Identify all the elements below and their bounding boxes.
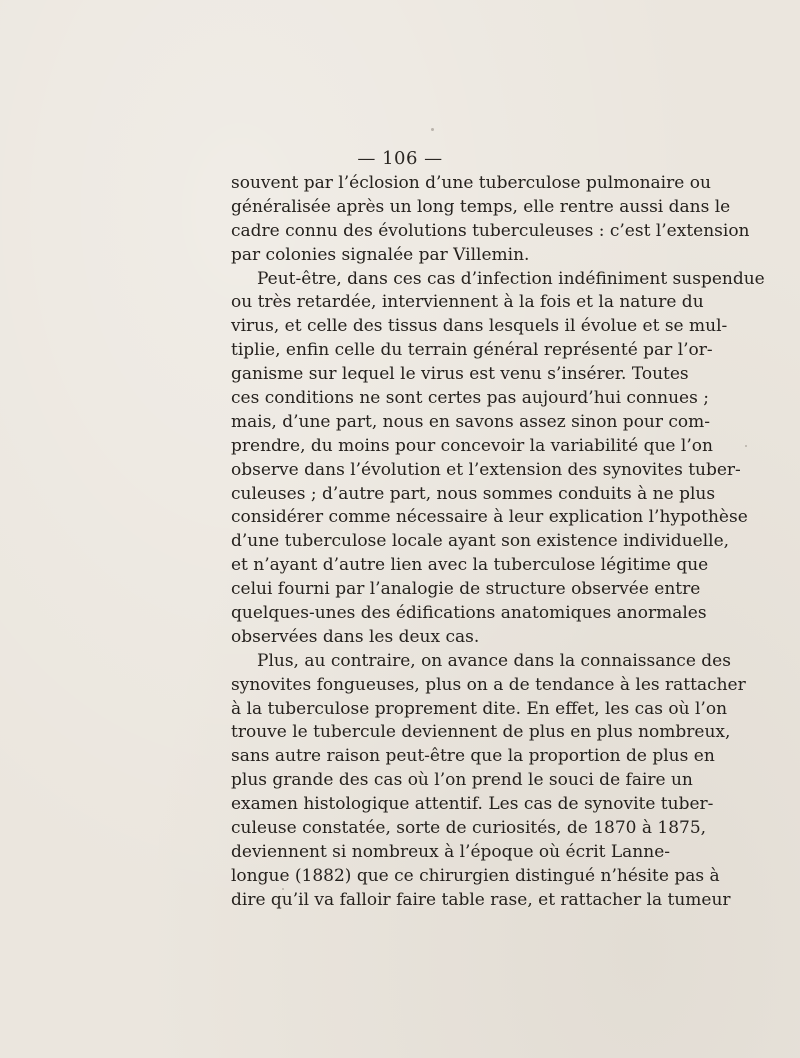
text-line: à la tuberculose proprement dite. En effet, les cas où l’on bbox=[231, 698, 728, 719]
text-line: dire qu’il va falloir faire table rase, et rattacher la tumeur bbox=[231, 889, 731, 910]
text-line: par colonies signalée par Villemin. bbox=[231, 244, 530, 265]
body-text bbox=[231, 172, 765, 913]
text-line: observe dans l’évolution et l’extension des synovites tuber- bbox=[231, 459, 741, 480]
text-line: sans autre raison peut-être que la proportion de plus en bbox=[231, 746, 715, 767]
text-line: synovites fongueuses, plus on a de tendance à les rattacher bbox=[231, 674, 746, 695]
text-line: examen histologique attentif. Les cas de synovite tuber- bbox=[231, 794, 714, 815]
page-number: — 106 — bbox=[357, 148, 443, 169]
paper-speck bbox=[282, 888, 284, 890]
text-line: trouve le tubercule deviennent de plus en plus nombreux, bbox=[231, 722, 731, 743]
text-line: culeuse constatée, sorte de curiosités, de 1870 à 1875, bbox=[231, 818, 707, 839]
text-line: cadre connu des évolutions tuberculeuses : c’est l’extension bbox=[231, 220, 750, 241]
text-line: et n’ayant d’autre lien avec la tuberculose légitime que bbox=[231, 555, 709, 576]
text-line: considérer comme nécessaire à leur explication l’hypothèse bbox=[231, 507, 748, 528]
paper-speck bbox=[431, 128, 434, 131]
text-line: ganisme sur lequel le virus est venu s’insérer. Toutes bbox=[231, 364, 689, 385]
text-line: généralisée après un long temps, elle rentre aussi dans le bbox=[231, 196, 731, 217]
text-line: tiplie, enfin celle du terrain général représenté par l’or- bbox=[231, 340, 713, 361]
text-line: longue (1882) que ce chirurgien distingué n’hésite pas à bbox=[231, 865, 720, 886]
text-line: Peut-être, dans ces cas d’infection indéfiniment suspendue bbox=[257, 268, 765, 289]
text-line: ou très retardée, interviennent à la fois et la nature du bbox=[231, 292, 704, 313]
text-line: souvent par l’éclosion d’une tuberculose pulmonaire ou bbox=[231, 173, 711, 193]
text-line: celui fourni par l’analogie de structure observée entre bbox=[231, 579, 701, 600]
text-line: prendre, du moins pour concevoir la variabilité que l’on bbox=[231, 435, 713, 456]
text-line: quelques-unes des édifications anatomiques anormales bbox=[231, 603, 707, 624]
paper-speck bbox=[258, 880, 260, 882]
text-line: virus, et celle des tissus dans lesquels il évolue et se mul- bbox=[231, 316, 728, 337]
text-line: deviennent si nombreux à l’époque où écrit Lanne- bbox=[231, 841, 671, 862]
text-line: ces conditions ne sont certes pas aujourd’hui connues ; bbox=[231, 388, 709, 409]
text-line: culeuses ; d’autre part, nous sommes conduits à ne plus bbox=[231, 483, 716, 504]
paper-speck bbox=[745, 445, 747, 447]
text-line: d’une tuberculose locale ayant son existence individuelle, bbox=[231, 531, 730, 552]
text-line: mais, d’une part, nous en savons assez sinon pour com- bbox=[231, 411, 711, 432]
text-line: plus grande des cas où l’on prend le souci de faire un bbox=[231, 770, 693, 791]
text-line: observées dans les deux cas. bbox=[231, 626, 480, 647]
text-line: Plus, au contraire, on avance dans la connaissance des bbox=[257, 650, 731, 671]
